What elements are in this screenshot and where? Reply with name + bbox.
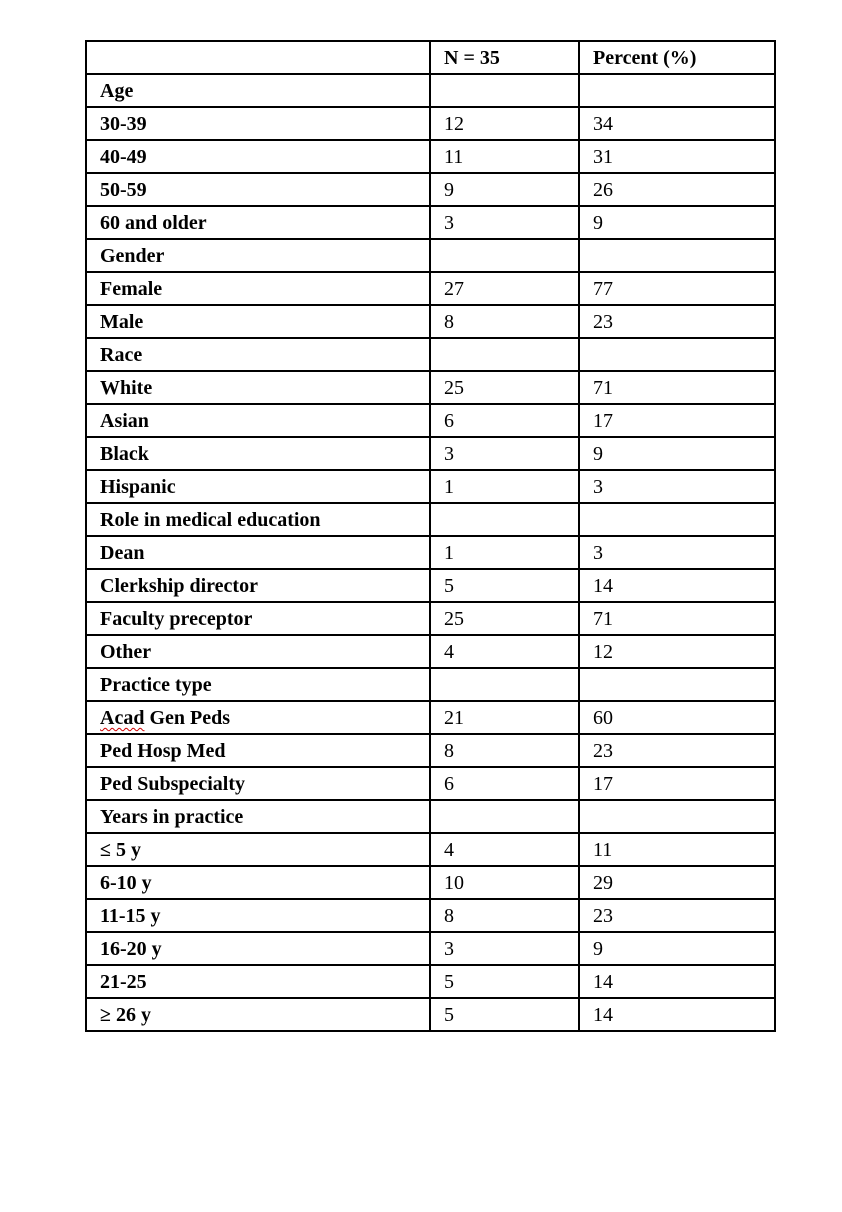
demographics-table — [85, 40, 776, 1032]
row-n-value: 3 — [430, 437, 579, 470]
row-label-rest: 5 y — [110, 839, 141, 861]
section-title: Age — [86, 74, 430, 107]
table-row — [86, 371, 775, 404]
table-row — [86, 536, 775, 569]
section-row — [86, 338, 775, 371]
row-percent-value: 17 — [579, 767, 775, 800]
row-label — [86, 701, 430, 734]
row-n-value: 8 — [430, 899, 579, 932]
table-row — [86, 734, 775, 767]
table-row — [86, 932, 775, 965]
row-label: 30-39 — [86, 107, 430, 140]
section-percent-cell — [579, 338, 775, 371]
comparison-symbol: ≤ — [100, 839, 111, 861]
table-body — [86, 41, 775, 1031]
row-n-value: 9 — [430, 173, 579, 206]
row-label-rest: 26 y — [110, 1004, 151, 1026]
row-n-value: 1 — [430, 536, 579, 569]
header-n-cell: N = 35 — [430, 41, 579, 74]
row-percent-value: 23 — [579, 734, 775, 767]
row-n-value: 10 — [430, 866, 579, 899]
row-label: Asian — [86, 404, 430, 437]
row-n-value: 6 — [430, 404, 579, 437]
section-percent-cell — [579, 74, 775, 107]
section-row — [86, 239, 775, 272]
row-percent-value: 34 — [579, 107, 775, 140]
table-row — [86, 866, 775, 899]
row-label: 40-49 — [86, 140, 430, 173]
row-label: Female — [86, 272, 430, 305]
row-label: Hispanic — [86, 470, 430, 503]
row-n-value: 11 — [430, 140, 579, 173]
row-label: Ped Subspecialty — [86, 767, 430, 800]
row-percent-value: 23 — [579, 305, 775, 338]
table-row — [86, 965, 775, 998]
table-row — [86, 140, 775, 173]
row-percent-value: 60 — [579, 701, 775, 734]
section-title: Gender — [86, 239, 430, 272]
row-percent-value: 9 — [579, 206, 775, 239]
row-n-value: 8 — [430, 734, 579, 767]
row-percent-value: 12 — [579, 635, 775, 668]
row-n-value: 5 — [430, 965, 579, 998]
row-percent-value: 14 — [579, 965, 775, 998]
comparison-symbol: ≥ — [100, 1004, 111, 1026]
row-label-rest: Gen Peds — [144, 707, 231, 729]
table-row — [86, 173, 775, 206]
row-n-value: 8 — [430, 305, 579, 338]
row-n-value: 4 — [430, 833, 579, 866]
section-row — [86, 503, 775, 536]
table-row — [86, 272, 775, 305]
header-row — [86, 41, 775, 74]
row-label — [86, 833, 430, 866]
section-percent-cell — [579, 668, 775, 701]
section-row — [86, 74, 775, 107]
table-row — [86, 305, 775, 338]
row-n-value: 4 — [430, 635, 579, 668]
row-label: 21-25 — [86, 965, 430, 998]
header-label-cell — [86, 41, 430, 74]
table-row — [86, 404, 775, 437]
row-label: 50-59 — [86, 173, 430, 206]
table-row — [86, 107, 775, 140]
table-row — [86, 437, 775, 470]
row-label: Black — [86, 437, 430, 470]
section-n-cell — [430, 800, 579, 833]
row-label: 16-20 y — [86, 932, 430, 965]
row-label: 11-15 y — [86, 899, 430, 932]
section-n-cell — [430, 503, 579, 536]
table-row — [86, 833, 775, 866]
section-row — [86, 800, 775, 833]
row-label: Male — [86, 305, 430, 338]
table-row — [86, 899, 775, 932]
row-label: Other — [86, 635, 430, 668]
row-n-value: 5 — [430, 998, 579, 1031]
table-row — [86, 206, 775, 239]
section-n-cell — [430, 239, 579, 272]
row-percent-value: 3 — [579, 536, 775, 569]
row-percent-value: 14 — [579, 569, 775, 602]
row-n-value: 5 — [430, 569, 579, 602]
row-percent-value: 14 — [579, 998, 775, 1031]
row-n-value: 1 — [430, 470, 579, 503]
section-title: Role in medical education — [86, 503, 430, 536]
row-percent-value: 9 — [579, 932, 775, 965]
row-n-value: 6 — [430, 767, 579, 800]
row-label: Faculty preceptor — [86, 602, 430, 635]
section-title: Practice type — [86, 668, 430, 701]
section-title: Years in practice — [86, 800, 430, 833]
row-percent-value: 3 — [579, 470, 775, 503]
section-row — [86, 668, 775, 701]
row-n-value: 25 — [430, 371, 579, 404]
row-label — [86, 998, 430, 1031]
row-percent-value: 31 — [579, 140, 775, 173]
row-n-value: 21 — [430, 701, 579, 734]
row-percent-value: 71 — [579, 602, 775, 635]
table-row — [86, 701, 775, 734]
row-percent-value: 23 — [579, 899, 775, 932]
row-percent-value: 26 — [579, 173, 775, 206]
row-percent-value: 9 — [579, 437, 775, 470]
section-n-cell — [430, 668, 579, 701]
row-percent-value: 17 — [579, 404, 775, 437]
row-label: White — [86, 371, 430, 404]
row-percent-value: 77 — [579, 272, 775, 305]
table-row — [86, 470, 775, 503]
section-percent-cell — [579, 503, 775, 536]
row-label: 60 and older — [86, 206, 430, 239]
row-n-value: 3 — [430, 206, 579, 239]
section-percent-cell — [579, 239, 775, 272]
spellcheck-word: Acad — [100, 707, 145, 729]
row-label: Ped Hosp Med — [86, 734, 430, 767]
table-row — [86, 602, 775, 635]
row-n-value: 25 — [430, 602, 579, 635]
table-row — [86, 998, 775, 1031]
row-n-value: 27 — [430, 272, 579, 305]
row-label: Dean — [86, 536, 430, 569]
row-label: Clerkship director — [86, 569, 430, 602]
table-row — [86, 767, 775, 800]
section-percent-cell — [579, 800, 775, 833]
section-n-cell — [430, 338, 579, 371]
row-n-value: 12 — [430, 107, 579, 140]
header-percent-cell: Percent (%) — [579, 41, 775, 74]
table-row — [86, 635, 775, 668]
row-percent-value: 11 — [579, 833, 775, 866]
row-label: 6-10 y — [86, 866, 430, 899]
row-percent-value: 71 — [579, 371, 775, 404]
section-title: Race — [86, 338, 430, 371]
row-n-value: 3 — [430, 932, 579, 965]
section-n-cell — [430, 74, 579, 107]
table-row — [86, 569, 775, 602]
row-percent-value: 29 — [579, 866, 775, 899]
